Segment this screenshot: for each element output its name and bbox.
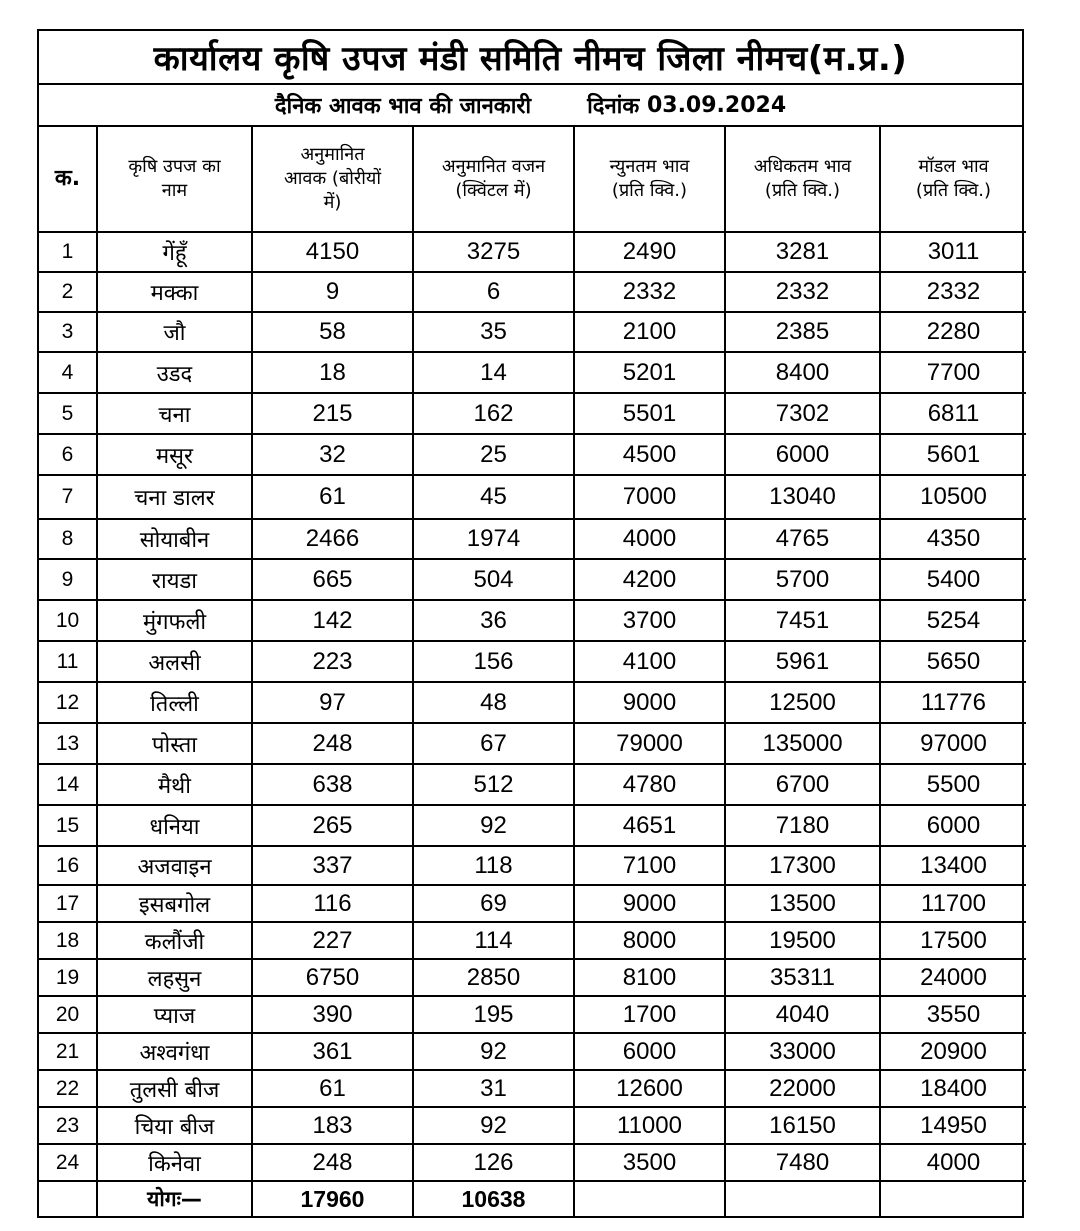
cell-crop-name: मसूर <box>97 434 252 475</box>
table-body <box>39 232 1026 1181</box>
total-bags: 17960 <box>252 1181 413 1216</box>
cell-min-price: 4500 <box>574 434 725 475</box>
arrival-price-table <box>39 127 1026 1216</box>
cell-modal-price: 5400 <box>880 559 1026 600</box>
cell-sn: 18 <box>39 922 97 959</box>
price-sheet <box>37 29 1024 1218</box>
table-row <box>39 272 1026 312</box>
cell-modal-price: 6000 <box>880 805 1026 846</box>
cell-min-price: 2332 <box>574 272 725 312</box>
table-row <box>39 922 1026 959</box>
cell-sn: 22 <box>39 1070 97 1107</box>
cell-max-price: 17300 <box>725 846 880 885</box>
col-header-min-price: न्युनतम भाव (प्रति क्वि.) <box>574 127 725 232</box>
office-title: कार्यालय कृषि उपज मंडी समिति नीमच जिला नीमच(म.प्र.) <box>39 31 1022 85</box>
col-header-sn: क. <box>39 127 97 232</box>
cell-bags: 116 <box>252 885 413 922</box>
table-row <box>39 600 1026 641</box>
cell-modal-price: 3011 <box>880 232 1026 272</box>
cell-max-price: 135000 <box>725 723 880 764</box>
cell-min-price: 11000 <box>574 1107 725 1144</box>
cell-max-price: 5700 <box>725 559 880 600</box>
total-row <box>39 1181 1026 1216</box>
table-row <box>39 764 1026 805</box>
cell-modal-price: 3550 <box>880 996 1026 1033</box>
cell-max-price: 7451 <box>725 600 880 641</box>
cell-weight: 1974 <box>413 519 574 559</box>
cell-bags: 248 <box>252 1144 413 1181</box>
cell-crop-name: चना डालर <box>97 475 252 519</box>
cell-max-price: 7302 <box>725 393 880 434</box>
cell-sn: 19 <box>39 959 97 996</box>
cell-crop-name: तिल्ली <box>97 682 252 723</box>
cell-sn: 8 <box>39 519 97 559</box>
cell-sn: 7 <box>39 475 97 519</box>
cell-sn: 9 <box>39 559 97 600</box>
cell-weight: 14 <box>413 352 574 393</box>
cell-max-price: 4765 <box>725 519 880 559</box>
cell-max-price: 3281 <box>725 232 880 272</box>
cell-modal-price: 17500 <box>880 922 1026 959</box>
col-header-crop: कृषि उपज का नाम <box>97 127 252 232</box>
cell-crop-name: प्याज <box>97 996 252 1033</box>
cell-max-price: 6000 <box>725 434 880 475</box>
cell-min-price: 5201 <box>574 352 725 393</box>
cell-min-price: 4651 <box>574 805 725 846</box>
cell-bags: 390 <box>252 996 413 1033</box>
cell-max-price: 7480 <box>725 1144 880 1181</box>
cell-sn: 14 <box>39 764 97 805</box>
cell-sn: 1 <box>39 232 97 272</box>
cell-min-price: 4200 <box>574 559 725 600</box>
total-weight: 10638 <box>413 1181 574 1216</box>
cell-weight: 92 <box>413 1107 574 1144</box>
cell-crop-name: अलसी <box>97 641 252 682</box>
cell-crop-name: इसबगोल <box>97 885 252 922</box>
cell-sn: 2 <box>39 272 97 312</box>
cell-modal-price: 2280 <box>880 312 1026 352</box>
cell-sn: 5 <box>39 393 97 434</box>
table-row <box>39 1033 1026 1070</box>
table-row <box>39 805 1026 846</box>
cell-sn: 11 <box>39 641 97 682</box>
cell-bags: 32 <box>252 434 413 475</box>
table-row <box>39 682 1026 723</box>
table-row <box>39 519 1026 559</box>
cell-bags: 183 <box>252 1107 413 1144</box>
cell-modal-price: 5650 <box>880 641 1026 682</box>
total-empty-cell <box>880 1181 1026 1216</box>
cell-crop-name: सोयाबीन <box>97 519 252 559</box>
cell-bags: 215 <box>252 393 413 434</box>
cell-bags: 142 <box>252 600 413 641</box>
cell-crop-name: तुलसी बीज <box>97 1070 252 1107</box>
cell-crop-name: चिया बीज <box>97 1107 252 1144</box>
cell-bags: 18 <box>252 352 413 393</box>
cell-min-price: 7000 <box>574 475 725 519</box>
cell-min-price: 9000 <box>574 885 725 922</box>
table-row <box>39 1144 1026 1181</box>
table-row <box>39 475 1026 519</box>
cell-modal-price: 5254 <box>880 600 1026 641</box>
cell-modal-price: 5500 <box>880 764 1026 805</box>
table-row <box>39 232 1026 272</box>
cell-modal-price: 2332 <box>880 272 1026 312</box>
total-empty-cell <box>725 1181 880 1216</box>
col-header-max-price: अधिकतम भाव (प्रति क्वि.) <box>725 127 880 232</box>
report-name: दैनिक आवक भाव की जानकारी <box>274 94 532 119</box>
cell-bags: 665 <box>252 559 413 600</box>
cell-weight: 156 <box>413 641 574 682</box>
cell-weight: 162 <box>413 393 574 434</box>
report-date: 03.09.2024 <box>646 92 787 118</box>
col-header-bags: अनुमानित आवक (बोरीयों में) <box>252 127 413 232</box>
cell-max-price: 6700 <box>725 764 880 805</box>
cell-crop-name: कलौंजी <box>97 922 252 959</box>
cell-crop-name: पोस्ता <box>97 723 252 764</box>
cell-crop-name: जौ <box>97 312 252 352</box>
total-empty-cell <box>39 1181 97 1216</box>
table-header-row <box>39 127 1026 232</box>
cell-modal-price: 24000 <box>880 959 1026 996</box>
cell-weight: 36 <box>413 600 574 641</box>
cell-bags: 61 <box>252 1070 413 1107</box>
table-row <box>39 846 1026 885</box>
cell-weight: 35 <box>413 312 574 352</box>
cell-bags: 61 <box>252 475 413 519</box>
cell-max-price: 4040 <box>725 996 880 1033</box>
col-header-modal-price: मॉडल भाव (प्रति क्वि.) <box>880 127 1026 232</box>
cell-min-price: 4000 <box>574 519 725 559</box>
cell-sn: 17 <box>39 885 97 922</box>
cell-max-price: 2332 <box>725 272 880 312</box>
table-row <box>39 312 1026 352</box>
cell-max-price: 35311 <box>725 959 880 996</box>
cell-weight: 92 <box>413 805 574 846</box>
cell-weight: 195 <box>413 996 574 1033</box>
cell-weight: 48 <box>413 682 574 723</box>
cell-crop-name: किनेवा <box>97 1144 252 1181</box>
cell-max-price: 19500 <box>725 922 880 959</box>
cell-sn: 3 <box>39 312 97 352</box>
date-label: दिनांक <box>587 94 640 119</box>
cell-bags: 361 <box>252 1033 413 1070</box>
cell-modal-price: 4000 <box>880 1144 1026 1181</box>
cell-modal-price: 4350 <box>880 519 1026 559</box>
cell-bags: 248 <box>252 723 413 764</box>
cell-crop-name: गेंहूँ <box>97 232 252 272</box>
cell-sn: 16 <box>39 846 97 885</box>
cell-sn: 15 <box>39 805 97 846</box>
cell-min-price: 6000 <box>574 1033 725 1070</box>
cell-crop-name: मैथी <box>97 764 252 805</box>
cell-bags: 227 <box>252 922 413 959</box>
cell-bags: 638 <box>252 764 413 805</box>
table-row <box>39 1070 1026 1107</box>
cell-sn: 20 <box>39 996 97 1033</box>
cell-min-price: 2100 <box>574 312 725 352</box>
cell-weight: 92 <box>413 1033 574 1070</box>
cell-modal-price: 97000 <box>880 723 1026 764</box>
cell-sn: 10 <box>39 600 97 641</box>
cell-max-price: 5961 <box>725 641 880 682</box>
cell-min-price: 3500 <box>574 1144 725 1181</box>
cell-modal-price: 14950 <box>880 1107 1026 1144</box>
cell-bags: 2466 <box>252 519 413 559</box>
cell-bags: 337 <box>252 846 413 885</box>
table-row <box>39 723 1026 764</box>
cell-weight: 67 <box>413 723 574 764</box>
cell-crop-name: लहसुन <box>97 959 252 996</box>
cell-weight: 25 <box>413 434 574 475</box>
cell-weight: 512 <box>413 764 574 805</box>
cell-max-price: 16150 <box>725 1107 880 1144</box>
cell-bags: 58 <box>252 312 413 352</box>
cell-sn: 6 <box>39 434 97 475</box>
cell-weight: 504 <box>413 559 574 600</box>
cell-crop-name: रायडा <box>97 559 252 600</box>
cell-bags: 9 <box>252 272 413 312</box>
cell-min-price: 7100 <box>574 846 725 885</box>
cell-sn: 23 <box>39 1107 97 1144</box>
cell-modal-price: 11700 <box>880 885 1026 922</box>
table-row <box>39 959 1026 996</box>
cell-weight: 126 <box>413 1144 574 1181</box>
cell-modal-price: 20900 <box>880 1033 1026 1070</box>
total-empty-cell <box>574 1181 725 1216</box>
cell-max-price: 2385 <box>725 312 880 352</box>
cell-weight: 114 <box>413 922 574 959</box>
cell-weight: 31 <box>413 1070 574 1107</box>
cell-modal-price: 13400 <box>880 846 1026 885</box>
cell-bags: 97 <box>252 682 413 723</box>
cell-max-price: 12500 <box>725 682 880 723</box>
report-subtitle <box>39 85 1022 127</box>
cell-weight: 3275 <box>413 232 574 272</box>
cell-sn: 13 <box>39 723 97 764</box>
cell-crop-name: मक्का <box>97 272 252 312</box>
cell-crop-name: उडद <box>97 352 252 393</box>
cell-min-price: 79000 <box>574 723 725 764</box>
table-row <box>39 434 1026 475</box>
cell-weight: 6 <box>413 272 574 312</box>
cell-max-price: 8400 <box>725 352 880 393</box>
cell-modal-price: 18400 <box>880 1070 1026 1107</box>
cell-min-price: 1700 <box>574 996 725 1033</box>
total-label: योगः— <box>97 1181 252 1216</box>
cell-min-price: 4780 <box>574 764 725 805</box>
cell-min-price: 5501 <box>574 393 725 434</box>
cell-sn: 24 <box>39 1144 97 1181</box>
cell-bags: 4150 <box>252 232 413 272</box>
cell-modal-price: 10500 <box>880 475 1026 519</box>
cell-min-price: 2490 <box>574 232 725 272</box>
cell-min-price: 3700 <box>574 600 725 641</box>
cell-modal-price: 7700 <box>880 352 1026 393</box>
cell-weight: 2850 <box>413 959 574 996</box>
cell-bags: 265 <box>252 805 413 846</box>
table-row <box>39 1107 1026 1144</box>
table-row <box>39 641 1026 682</box>
cell-modal-price: 5601 <box>880 434 1026 475</box>
table-row <box>39 996 1026 1033</box>
cell-max-price: 33000 <box>725 1033 880 1070</box>
cell-max-price: 22000 <box>725 1070 880 1107</box>
cell-modal-price: 6811 <box>880 393 1026 434</box>
table-row <box>39 885 1026 922</box>
cell-min-price: 12600 <box>574 1070 725 1107</box>
cell-max-price: 13500 <box>725 885 880 922</box>
table-row <box>39 559 1026 600</box>
cell-weight: 69 <box>413 885 574 922</box>
cell-min-price: 4100 <box>574 641 725 682</box>
cell-crop-name: अजवाइन <box>97 846 252 885</box>
cell-sn: 4 <box>39 352 97 393</box>
table-row <box>39 352 1026 393</box>
col-header-weight: अनुमानित वजन (क्विंटल में) <box>413 127 574 232</box>
cell-weight: 118 <box>413 846 574 885</box>
cell-weight: 45 <box>413 475 574 519</box>
cell-sn: 12 <box>39 682 97 723</box>
cell-bags: 6750 <box>252 959 413 996</box>
cell-sn: 21 <box>39 1033 97 1070</box>
cell-modal-price: 11776 <box>880 682 1026 723</box>
cell-max-price: 13040 <box>725 475 880 519</box>
cell-min-price: 8000 <box>574 922 725 959</box>
cell-crop-name: चना <box>97 393 252 434</box>
cell-min-price: 9000 <box>574 682 725 723</box>
cell-min-price: 8100 <box>574 959 725 996</box>
cell-bags: 223 <box>252 641 413 682</box>
cell-crop-name: अश्वगंधा <box>97 1033 252 1070</box>
cell-crop-name: मुंगफली <box>97 600 252 641</box>
table-row <box>39 393 1026 434</box>
cell-crop-name: धनिया <box>97 805 252 846</box>
cell-max-price: 7180 <box>725 805 880 846</box>
